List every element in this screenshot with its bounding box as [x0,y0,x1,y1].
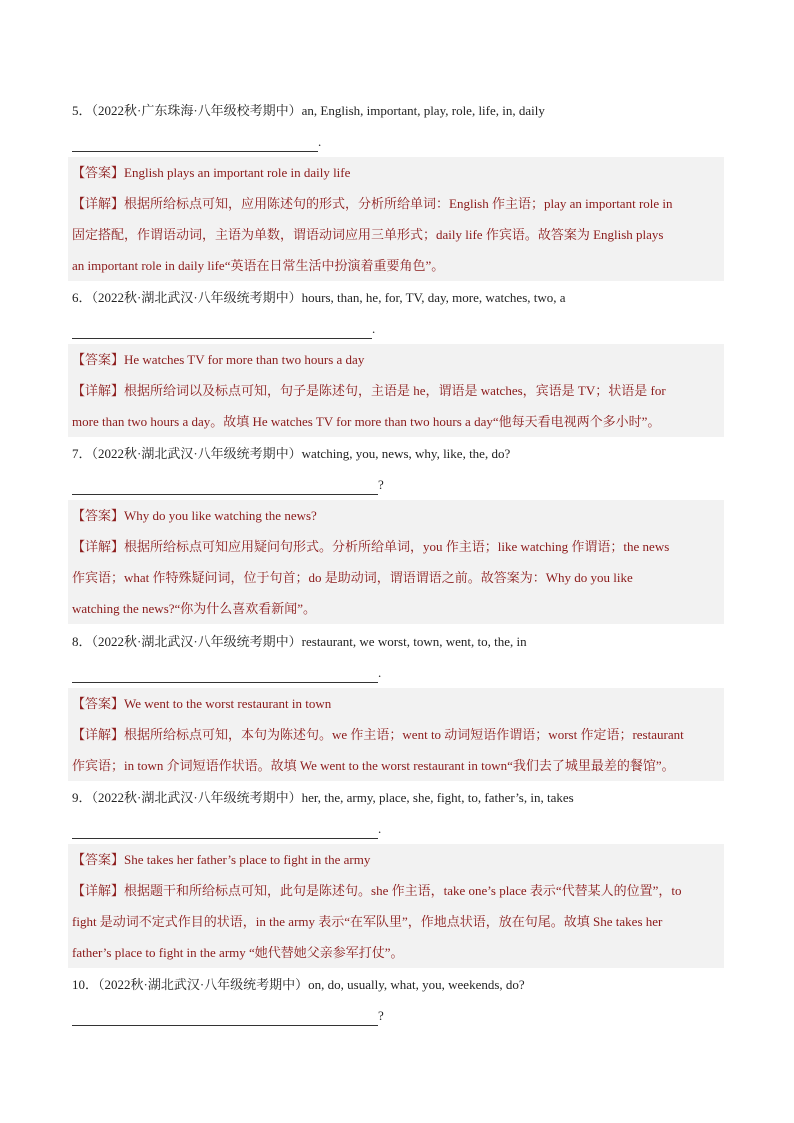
detail-line: 固定搭配，作谓语动词，主语为单数，谓语动词应用三单形式；daily life 作宾语。故答案为 English plays [72,227,664,242]
question-stem: 7．（2022秋·湖北武汉·八年级统考期中）watching, you, news, why, like, the, do? [72,446,511,461]
answer-box [68,157,724,281]
answer-text: English plays an important role in daily life [124,165,351,180]
detail-tag: 【详解】 [72,383,125,398]
question-stem: 6．（2022秋·湖北武汉·八年级统考期中）hours, than, he, for, TV, day, more, watches, two, a [72,290,566,305]
detail-line: 根据所给词以及标点可知，句子是陈述句，主语是 he，谓语是 watches，宾语是 TV；状语是 for [124,383,666,398]
blank-end-mark: . [378,821,382,836]
detail-line: fight 是动词不定式作目的状语，in the army 表示“在军队里”，作地点状语，放在句尾。故填 She takes her [72,914,663,929]
detail-line: watching the news?“你为什么喜欢看新闻”。 [72,601,317,616]
answer-blank[interactable] [72,319,375,339]
answer-box [68,844,724,968]
blank-end-mark: ? [378,477,384,492]
answer-tag: 【答案】 [72,696,125,711]
detail-line: 根据所给标点可知，应用陈述句的形式，分析所给单词：English 作主语；play an important role in [124,196,673,211]
answer-text: He watches TV for more than two hours a day [124,352,365,367]
answer-blank[interactable] [72,819,381,839]
answer-text: We went to the worst restaurant in town [124,696,332,711]
answer-blank[interactable] [72,663,381,683]
answer-tag: 【答案】 [72,165,125,180]
question-stem: 9．（2022秋·湖北武汉·八年级统考期中）her, the, army, place, she, fight, to, father’s, in, takes [72,790,574,805]
answer-tag: 【答案】 [72,508,125,523]
detail-line: 作宾语；in town 介词短语作状语。故填 We went to the worst restaurant in town“我们去了城里最差的餐馆”。 [72,758,675,773]
blank-end-mark: ? [378,1008,384,1023]
detail-line: 根据题干和所给标点可知，此句是陈述句。she 作主语，take one’s place 表示“代替某人的位置”，to [124,883,682,898]
detail-line: 作宾语；what 作特殊疑问词，位于句首；do 是助动词，谓语谓语之前。故答案为：Why do you like [72,570,633,585]
answer-box [68,500,724,624]
question-stem: 5．（2022秋·广东珠海·八年级校考期中）an, English, important, play, role, life, in, daily [72,103,545,118]
detail-line: 根据所给标点可知，本句为陈述句。we 作主语；went to 动词短语作谓语；worst 作定语；restaurant [124,727,684,742]
question-stem: 10．（2022秋·湖北武汉·八年级统考期中）on, do, usually, what, you, weekends, do? [72,977,525,992]
detail-tag: 【详解】 [72,727,125,742]
detail-line: more than two hours a day。故填 He watches TV for more than two hours a day“他每天看电视两个多小时”。 [72,414,661,429]
answer-box [68,344,724,437]
detail-tag: 【详解】 [72,539,125,554]
blank-end-mark: . [318,134,322,149]
detail-line: 根据所给标点可知应用疑问句形式。分析所给单词，you 作主语；like watching 作谓语；the news [124,539,670,554]
answer-text: She takes her father’s place to fight in the army [124,852,371,867]
answer-blank[interactable] [72,475,384,495]
blank-end-mark: . [372,321,376,336]
detail-line: father’s place to fight in the army “她代替她父亲参军打仗”。 [72,945,404,960]
detail-line: an important role in daily life“英语在日常生活中扮演着重要角色”。 [72,258,445,273]
answer-text: Why do you like watching the news? [124,508,317,523]
answer-tag: 【答案】 [72,852,125,867]
answer-blank[interactable] [72,132,321,152]
answer-tag: 【答案】 [72,352,125,367]
detail-tag: 【详解】 [72,196,125,211]
blank-end-mark: . [378,665,382,680]
detail-tag: 【详解】 [72,883,125,898]
answer-box [68,688,724,781]
answer-blank[interactable] [72,1006,384,1026]
question-stem: 8．（2022秋·湖北武汉·八年级统考期中）restaurant, we worst, town, went, to, the, in [72,634,527,649]
